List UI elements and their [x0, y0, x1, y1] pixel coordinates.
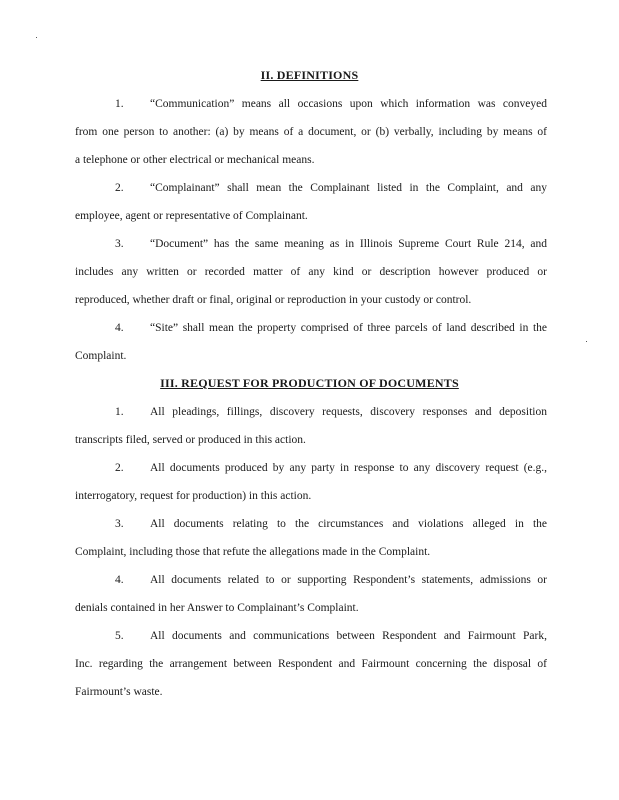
paragraph-line: Fairmount’s waste. — [75, 686, 163, 698]
paragraph-line: Complaint, including those that refute the allegations made in the Complaint. — [75, 546, 431, 558]
paragraph-line: transcripts filed, served or produced in this action. — [75, 434, 306, 446]
paragraph-line: interrogatory, request for production) in this action. — [75, 490, 312, 502]
paragraph-line: employee, agent or representative of Complainant. — [75, 210, 308, 222]
paragraph-line: “Document” has the same meaning as in Illinois Supreme Court Rule 214, and — [150, 238, 547, 250]
paragraph-line: a telephone or other electrical or mechanical means. — [75, 154, 315, 166]
item-number: 1. — [115, 406, 124, 418]
item-number: 4. — [115, 322, 124, 334]
item-number: 3. — [115, 518, 124, 530]
paragraph-line: “Communication” means all occasions upon which information was conveyed — [150, 98, 547, 110]
paragraph-line: All documents and communications between Respondent and Fairmount Park, — [150, 630, 547, 642]
paragraph-line: All documents related to or supporting Respondent’s statements, admissions or — [150, 574, 547, 586]
section-heading-definitions: II. DEFINITIONS — [260, 68, 359, 82]
paragraph-line: All documents relating to the circumstances and violations alleged in the — [150, 518, 547, 530]
paragraph-line: Complaint. — [75, 350, 127, 362]
scan-speck — [36, 37, 37, 38]
item-number: 2. — [115, 182, 124, 194]
paragraph-line: denials contained in her Answer to Complainant’s Complaint. — [75, 602, 359, 614]
paragraph-line: “Site” shall mean the property comprised of three parcels of land described in the — [150, 322, 547, 334]
paragraph-line: All documents produced by any party in response to any discovery request (e.g., — [150, 462, 547, 474]
paragraph-line: Inc. regarding the arrangement between Respondent and Fairmount concerning the disposal of — [75, 658, 547, 670]
item-number: 4. — [115, 574, 124, 586]
item-number: 5. — [115, 630, 124, 642]
section-heading-request-for-production: III. REQUEST FOR PRODUCTION OF DOCUMENTS — [160, 376, 459, 390]
paragraph-line: includes any written or recorded matter of any kind or description however produced or — [75, 266, 547, 278]
paragraph-line: All pleadings, fillings, discovery requests, discovery responses and deposition — [150, 406, 547, 418]
paragraph-line: “Complainant” shall mean the Complainant listed in the Complaint, and any — [150, 182, 547, 194]
paragraph-line: from one person to another: (a) by means of a document, or (b) verbally, including by means of — [75, 126, 547, 138]
scan-speck — [586, 341, 587, 342]
item-number: 1. — [115, 98, 124, 110]
item-number: 3. — [115, 238, 124, 250]
paragraph-line: reproduced, whether draft or final, original or reproduction in your custody or control. — [75, 294, 472, 306]
item-number: 2. — [115, 462, 124, 474]
